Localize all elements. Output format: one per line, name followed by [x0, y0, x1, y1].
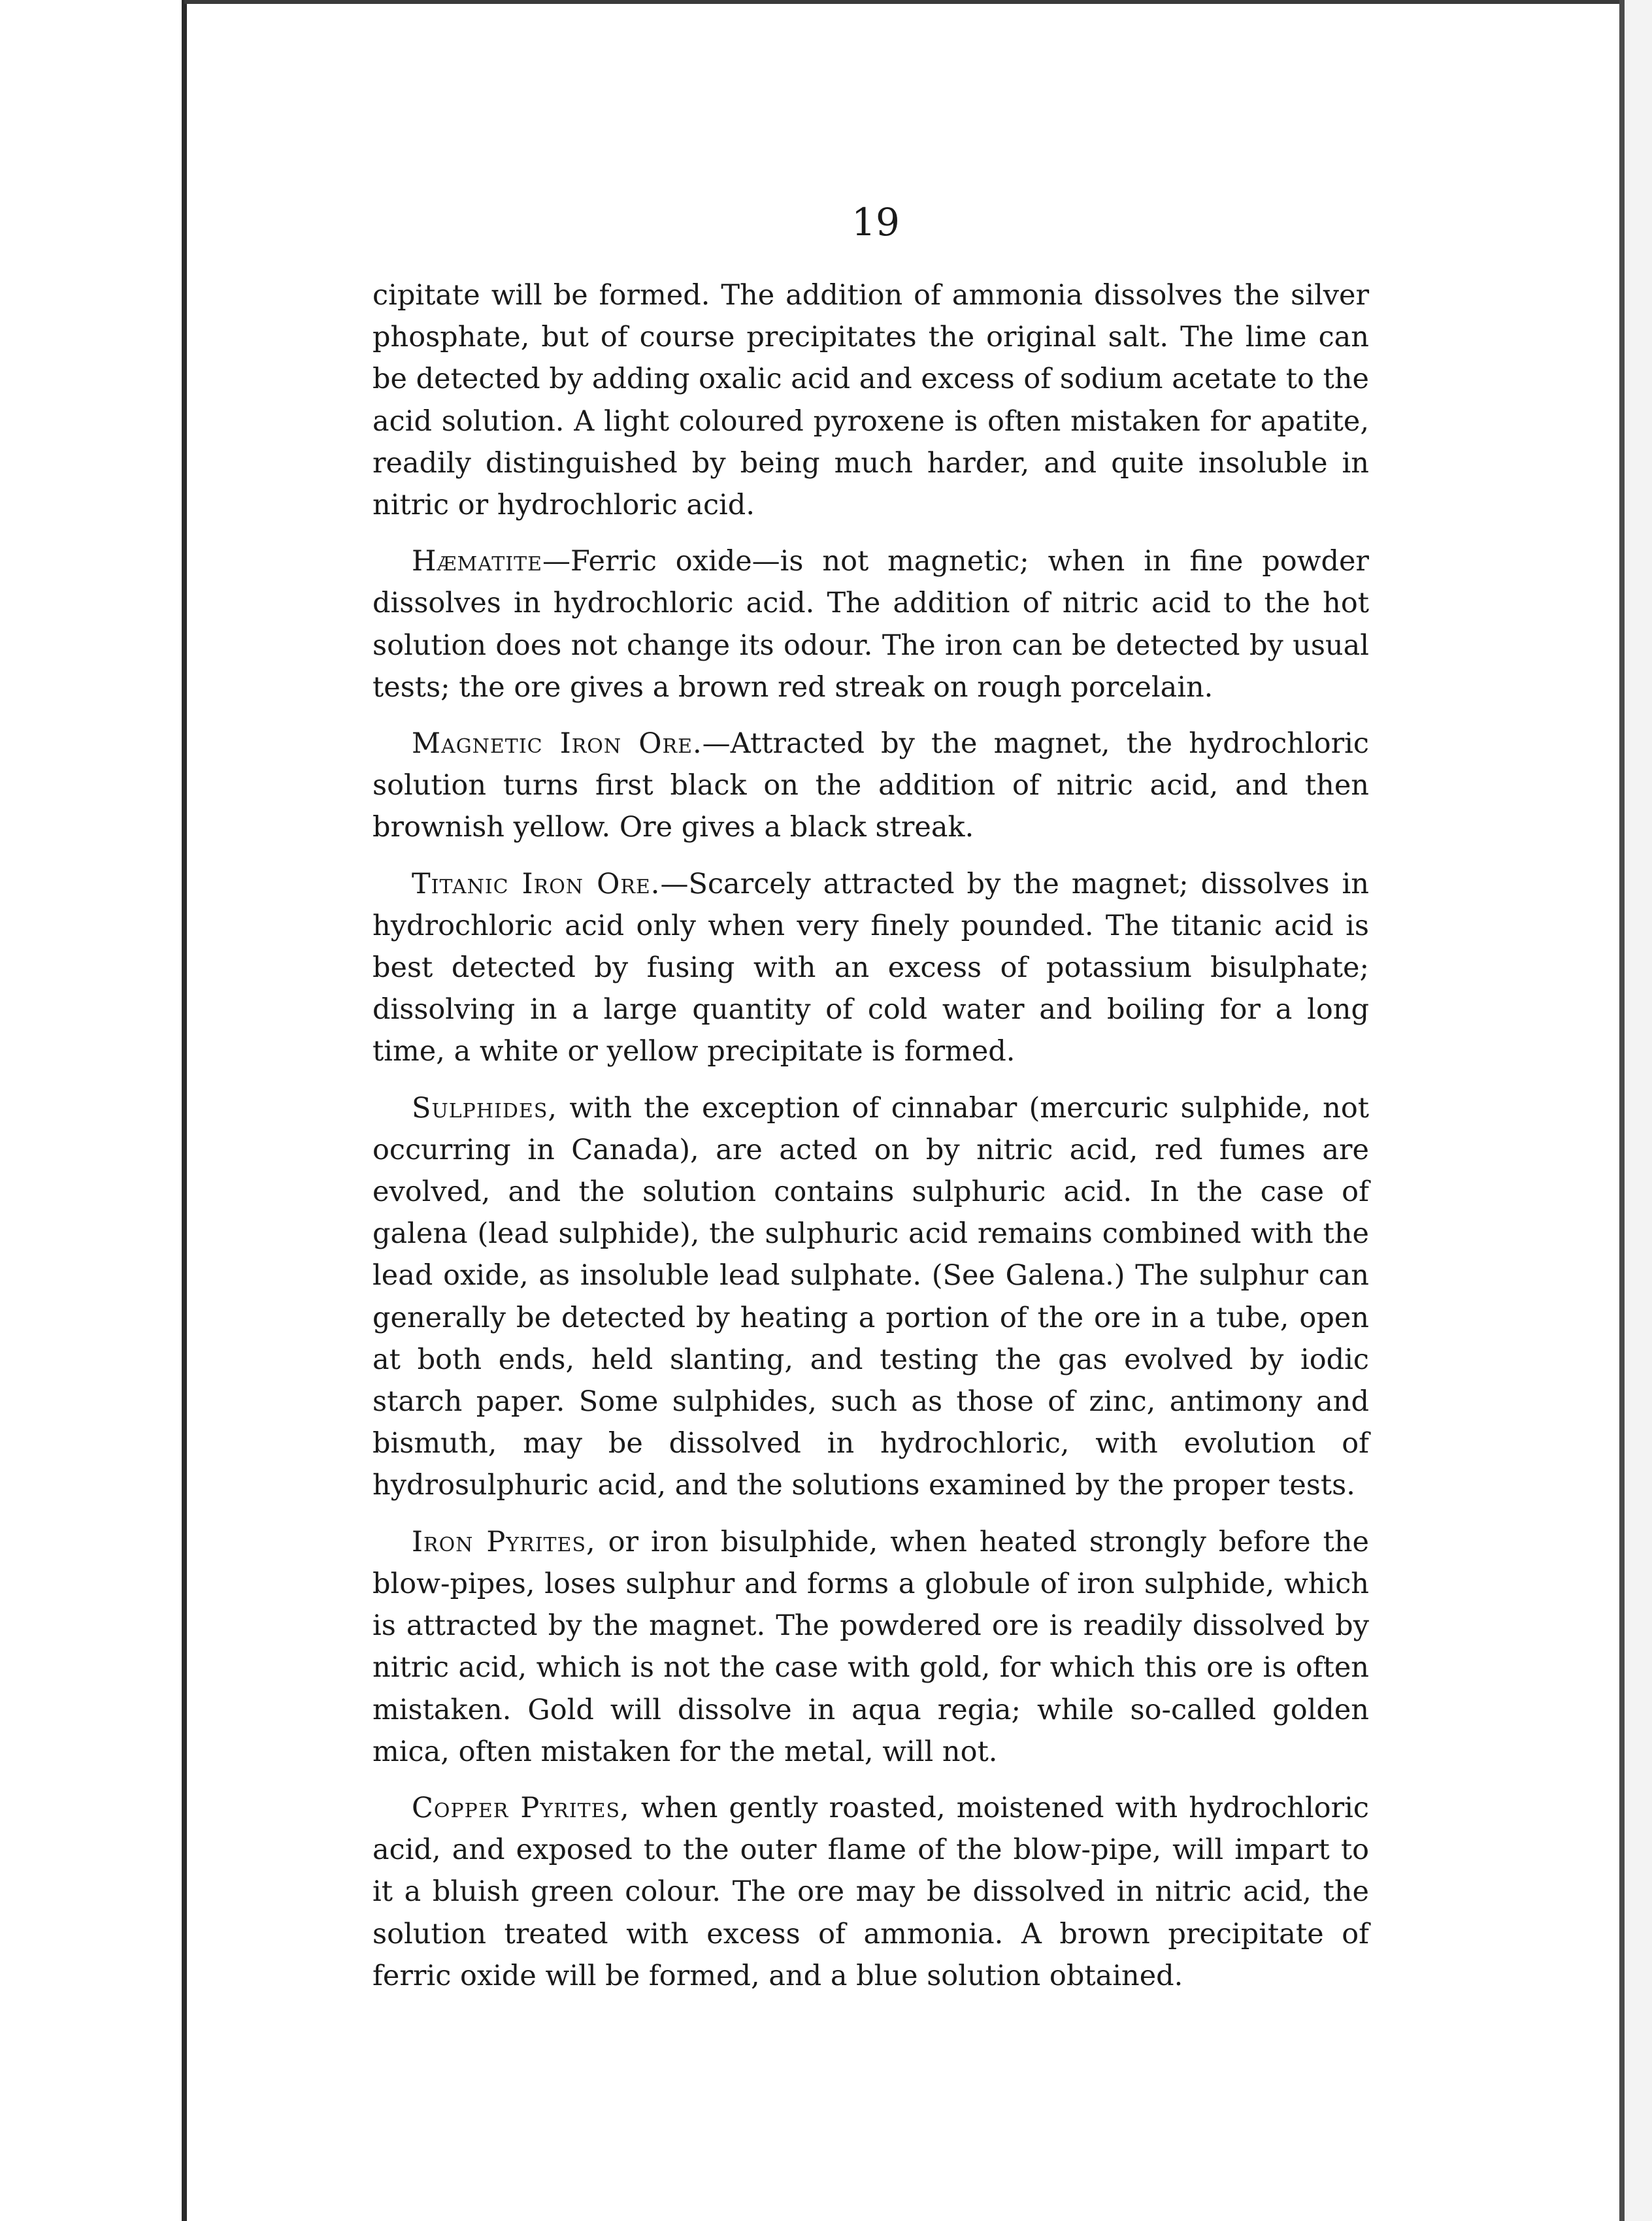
- body-text: [372, 274, 1369, 2011]
- page-margin-right: [1625, 0, 1652, 2221]
- paragraph-haematite: [372, 540, 1369, 708]
- paragraph-heading: Sulphides,: [412, 1091, 558, 1125]
- paragraph-apatite-continued: [372, 274, 1369, 526]
- page-number: 19: [851, 200, 900, 244]
- paragraph-text: or iron bisulphide, when heated strongly before the blow-pipes, loses sulphur and forms a globule of iron sulphide, which is attracted by the magnet. The powdered ore is readily dissolved by nitric acid, which is not the case with gold, for which this ore is often mistaken. Gold will dissolve in aqua regia; while so-called golden mica, often mistaken for the metal, will not.: [372, 1525, 1369, 1768]
- page-margin-left: [0, 0, 184, 2221]
- paragraph-text: —Scarcely attracted by the magnet; dissolves in hydrochloric acid only when very finely pounded. The titanic acid is best detected by fusing with an excess of potassium bisulphate; dissolving in a large quantity of cold water and boiling for a long time, a white or yellow precipitate is formed.: [372, 867, 1369, 1068]
- page-top-edge: [184, 0, 1619, 4]
- paragraph-text: cipitate will be formed. The addition of ammonia dissolves the silver phosphate, but of course precipitates the original salt. The lime can be detected by adding oxalic acid and excess of sodium acetate to the acid solution. A light coloured pyroxene is often mistaken for apatite, readily distinguished by being much harder, and quite insoluble in nitric or hydrochloric acid.: [372, 279, 1369, 522]
- paragraph-heading: Copper Pyrites,: [412, 1791, 630, 1824]
- paragraph-heading: Hæmatite: [412, 545, 543, 578]
- paragraph-text: when gently roasted, moistened with hydrochloric acid, and exposed to the outer flame of the blow-pipe, will impart to it a bluish green colour. The ore may be dissolved in nitric acid, the solution treated with excess of ammonia. A brown precipitate of ferric oxide will be formed, and a blue solution obtained.: [372, 1791, 1370, 1992]
- paragraph-text: —Attracted by the magnet, the hydrochloric solution turns first black on the addition of nitric acid, and then brownish yellow. Ore gives a black streak.: [372, 727, 1369, 844]
- paragraph-titanic-iron-ore: [372, 863, 1369, 1073]
- paragraph-heading: Magnetic Iron Ore.: [412, 727, 702, 761]
- paragraph-text: with the exception of cinnabar (mercuric sulphide, not occurring in Canada), are acted on by nitric acid, red fumes are evolved, and the solution contains sulphuric acid. In the case of galena (lead sulphide), the sulphuric acid remains combined with the lead oxide, as insoluble lead sulphate. (See Galena.) The sulphur can generally be detected by heating a portion of the ore in a tube, open at both ends, held slanting, and testing the gas evolved by iodic starch paper. Some sulphides, such as those of zinc, antimony and bismuth, may be dissolved in hydrochloric, with evolution of hydrosulphuric acid, and the solutions examined by the proper tests.: [372, 1091, 1369, 1502]
- paragraph-copper-pyrites: [372, 1787, 1369, 1997]
- page-right-edge: [1619, 0, 1625, 2221]
- paragraph-text: —Ferric oxide—is not magnetic; when in fine powder dissolves in hydrochloric acid. The addition of nitric acid to the hot solution does not change its odour. The iron can be detected by usual tests; the ore gives a brown red streak on rough porcelain.: [372, 545, 1369, 704]
- paragraph-heading: Titanic Iron Ore.: [412, 867, 661, 900]
- paragraph-iron-pyrites: [372, 1521, 1369, 1773]
- paragraph-heading: Iron Pyrites,: [412, 1525, 596, 1558]
- paragraph-magnetic-iron-ore: [372, 723, 1369, 849]
- binding-shadow: [182, 0, 187, 2221]
- paragraph-sulphides: [372, 1087, 1369, 1507]
